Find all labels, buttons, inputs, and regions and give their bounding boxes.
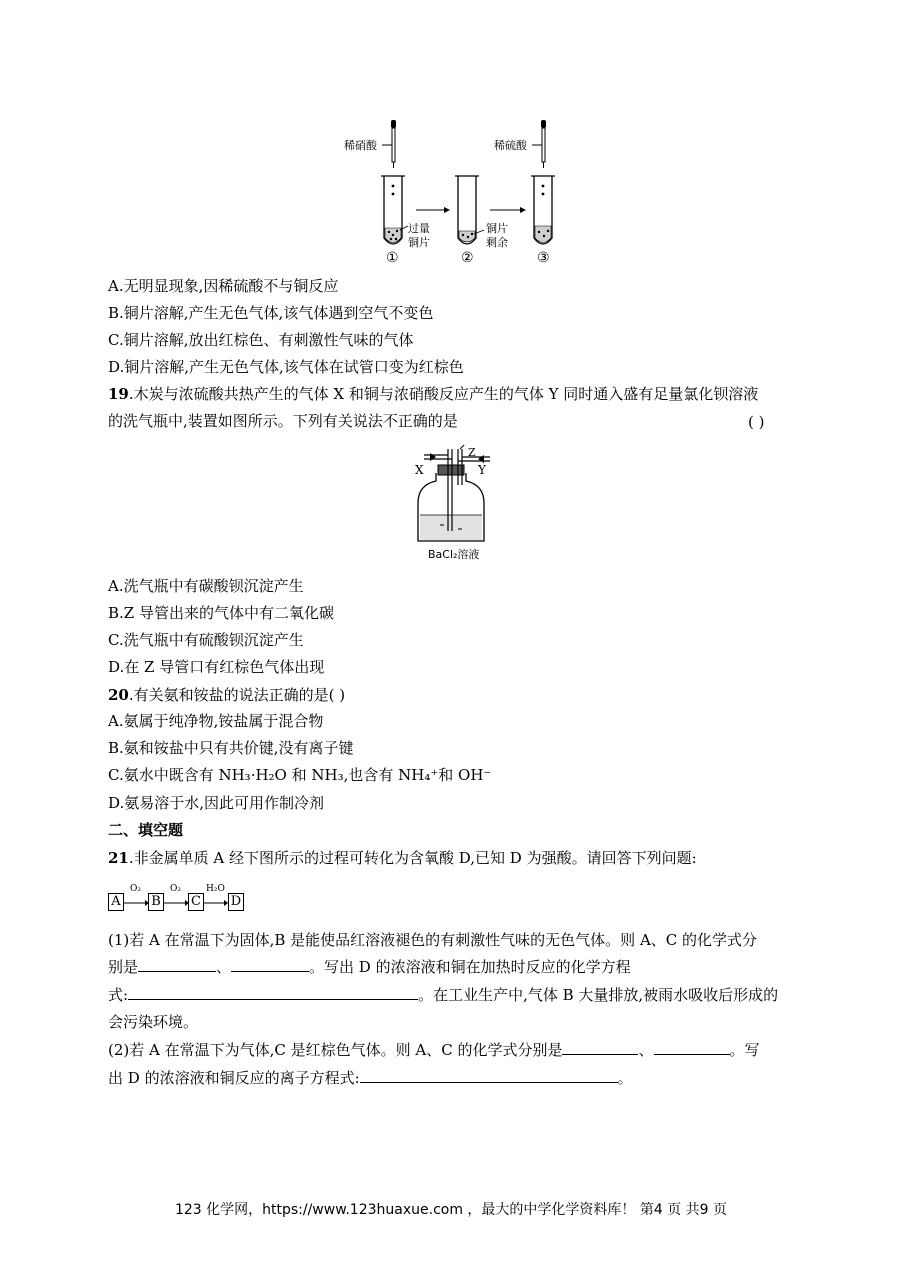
q19-option-b: B.Z 导管出来的气体中有二氧化碳 bbox=[108, 604, 334, 622]
fig18-tube-label-3: ③ bbox=[537, 250, 550, 266]
test-tube-2-icon bbox=[455, 176, 484, 244]
q19-stem-line1 bbox=[108, 384, 758, 404]
q21-p1-line3 bbox=[108, 985, 778, 1005]
flow-arrows-icon bbox=[123, 897, 228, 909]
flow-arrow1-label: O₂ bbox=[130, 884, 141, 894]
fig18-label-remain: 剩余 bbox=[486, 236, 508, 249]
page-footer: 123 化学网，https://www.123huaxue.com ，最大的中学化学资料库！ 第4 页 共9 页 bbox=[174, 1202, 728, 1218]
q21-p2-text-d: 出 D 的浓溶液和铜反应的离子方程式: bbox=[108, 1069, 360, 1087]
q19-option-d: D.在 Z 导管口有红棕色气体出现 bbox=[108, 658, 325, 676]
flow-arrow2-label: O₂ bbox=[170, 884, 181, 894]
dropper-left-icon bbox=[382, 120, 396, 168]
fig18-tube-label-2: ② bbox=[461, 250, 474, 266]
q21-p1-line1: (1)若 A 在常温下为固体,B 是能使品红溶液褪色的有刺激性气味的无色气体。则 A、C 的化学式分 bbox=[108, 931, 758, 949]
flow-node-c: C bbox=[188, 893, 204, 911]
answer-blank-c2[interactable] bbox=[654, 1040, 730, 1055]
flow-arrow3-label: H₂O bbox=[206, 884, 225, 894]
fig19-label-z: Z bbox=[468, 446, 476, 459]
q21-stem-text: .非金属单质 A 经下图所示的过程可转化为含氧酸 D,已知 D 为强酸。请回答下列问题: bbox=[128, 849, 697, 867]
q19-stem-line2: 的洗气瓶中,装置如图所示。下列有关说法不正确的是 bbox=[108, 412, 458, 430]
q21-p2-text-c: 。写 bbox=[729, 1041, 760, 1059]
flow-node-d: D bbox=[228, 893, 244, 911]
flow-node-b: B bbox=[148, 893, 164, 911]
section-heading: 二、填空题 bbox=[108, 821, 184, 839]
q21-p1-text-c: 。写出 D 的浓溶液和铜在加热时反应的化学方程 bbox=[309, 958, 631, 976]
q20-option-c: C.氨水中既含有 NH₃·H₂O 和 NH₃,也含有 NH₄⁺和 OH⁻ bbox=[108, 766, 492, 784]
q21-p1-text-e: 。在工业生产中,气体 B 大量排放,被雨水吸收后形成的 bbox=[418, 986, 779, 1004]
q21-p2-text-e: 。 bbox=[617, 1069, 633, 1087]
test-tube-3-icon bbox=[531, 176, 555, 244]
q18-option-b: B.铜片溶解,产生无色气体,该气体遇到空气不变色 bbox=[108, 304, 434, 322]
fig18-label-dilute-sulfuric: 稀硫酸 bbox=[494, 139, 527, 152]
q18-option-d: D.铜片溶解,产生无色气体,该气体在试管口变为红棕色 bbox=[108, 358, 464, 376]
fig18-label-copper: 铜片 bbox=[408, 236, 430, 249]
gas-washing-bottle-figure bbox=[410, 445, 500, 545]
fig19-label-y: Y bbox=[478, 463, 486, 477]
q18-option-a: A.无明显现象,因稀硫酸不与铜反应 bbox=[108, 277, 339, 295]
q21-p2-text-b: 、 bbox=[638, 1041, 654, 1059]
fig18-label-excess: 过量 bbox=[408, 222, 430, 235]
answer-blank-a2[interactable] bbox=[562, 1040, 638, 1055]
fig18-tube-label-1: ① bbox=[386, 250, 399, 266]
q21-p1-line4: 会污染环境。 bbox=[108, 1013, 199, 1031]
q21-p1-text-b: 、 bbox=[216, 958, 232, 976]
answer-blank-equation[interactable] bbox=[128, 985, 418, 1000]
q20-number: 20 bbox=[108, 686, 129, 704]
q19-number: 19 bbox=[108, 385, 129, 403]
test-tube-1-icon bbox=[381, 176, 408, 244]
fig18-label-dilute-nitric: 稀硝酸 bbox=[344, 139, 377, 152]
q18-option-c: C.铜片溶解,放出红棕色、有刺激性气味的气体 bbox=[108, 331, 414, 349]
q21-p2-line2 bbox=[108, 1068, 633, 1088]
q21-stem bbox=[108, 848, 697, 868]
q20-stem-text: .有关氨和铵盐的说法正确的是( ) bbox=[128, 686, 346, 704]
q20-stem bbox=[108, 685, 345, 705]
fig19-caption: BaCl₂溶液 bbox=[428, 548, 480, 561]
dropper-right-icon bbox=[532, 120, 546, 168]
q21-p1-text-d: 式: bbox=[108, 986, 129, 1004]
q20-option-a: A.氨属于纯净物,铵盐属于混合物 bbox=[108, 712, 324, 730]
q21-number: 21 bbox=[108, 849, 129, 867]
q21-p2-text-a: (2)若 A 在常温下为气体,C 是红棕色气体。则 A、C 的化学式分别是 bbox=[108, 1041, 563, 1059]
q19-answer-paren: ( ) bbox=[748, 413, 765, 431]
q20-option-d: D.氨易溶于水,因此可用作制冷剂 bbox=[108, 794, 325, 812]
q21-p1-line2 bbox=[108, 957, 631, 977]
answer-blank-c[interactable] bbox=[231, 957, 309, 972]
fig19-label-x: X bbox=[415, 463, 424, 477]
q21-p1-text-a: 别是 bbox=[108, 958, 139, 976]
answer-blank-a[interactable] bbox=[138, 957, 216, 972]
flow-node-a: A bbox=[108, 893, 124, 911]
q19-stem-text1: .木炭与浓硫酸共热产生的气体 X 和铜与浓硝酸反应产生的气体 Y 同时通入盛有足量氯化钡溶液 bbox=[128, 385, 759, 403]
q21-p2-line1 bbox=[108, 1040, 760, 1060]
q19-option-c: C.洗气瓶中有硫酸钡沉淀产生 bbox=[108, 631, 304, 649]
q19-option-a: A.洗气瓶中有碳酸钡沉淀产生 bbox=[108, 577, 304, 595]
fig18-label-copper-remain: 铜片 bbox=[486, 222, 508, 235]
q20-option-b: B.氨和铵盐中只有共价键,没有离子键 bbox=[108, 739, 354, 757]
answer-blank-ionic-equation[interactable] bbox=[360, 1068, 618, 1083]
